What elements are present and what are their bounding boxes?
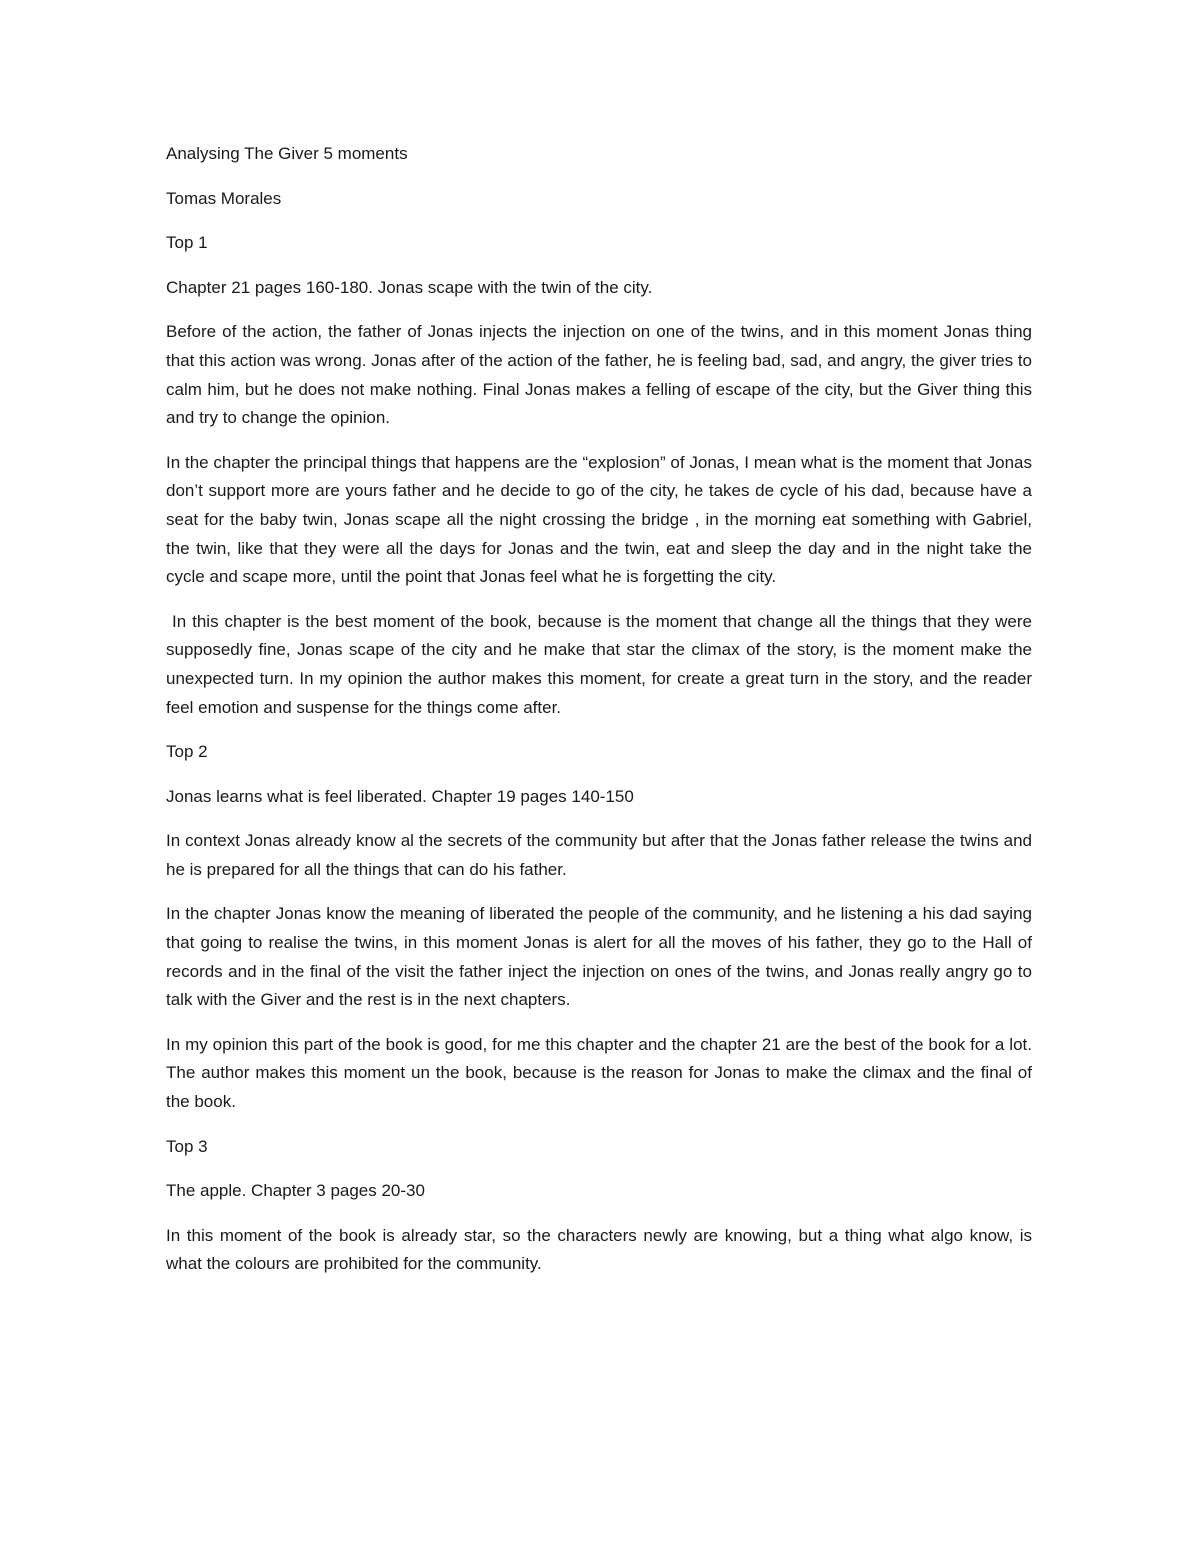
section-heading: Top 3 [166,1136,208,1156]
paragraph: In my opinion this part of the book is good, for me this chapter and the chapter 21 are the best of the book for a lot. The author makes this moment un the book, because is the reason for Jonas to make the climax and the final of the book. [166,1034,1032,1112]
document-author: Tomas Morales [166,188,282,208]
paragraph: In the chapter Jonas know the meaning of liberated the people of the community, and he listening a his dad saying that going to realise the twins, in this moment Jonas is alert for all the moves of his father, they go to the Hall of records and in the final of the visit the father inject the injection on ones of the twins, and Jonas really angry go to talk with the Giver and the rest is in the next chapters. [166,904,1032,1010]
section-subtitle: The apple. Chapter 3 pages 20-30 [166,1181,425,1201]
document-page [166,140,1032,1295]
section-heading: Top 2 [166,742,208,762]
document-title: Analysing The Giver 5 moments [166,144,408,163]
section-subtitle: Chapter 21 pages 160-180. Jonas scape with the twin of the city. [166,277,653,297]
section-subtitle: Jonas learns what is feel liberated. Chapter 19 pages 140-150 [166,786,634,806]
section-heading: Top 1 [166,233,208,253]
paragraph: Before of the action, the father of Jonas injects the injection on one of the twins, and in this moment Jonas thing that this action was wrong. Jonas after of the action of the father, he is feeling bad, sad, and angry, the giver tries to calm him, but he does not make nothing. Final Jonas makes a felling of escape of the city, but the Giver thing this and try to change the opinion. [166,322,1032,428]
paragraph: In the chapter the principal things that happens are the “explosion” of Jonas, I mean what is the moment that Jonas don’t support more are yours father and he decide to go of the city, he takes de cycle of his dad, because have a seat for the baby twin, Jonas scape all the night crossing the bridge , in the morning eat something with Gabriel, the twin, like that they were all the days for Jonas and the twin, eat and sleep the day and in the night take the cycle and scape more, until the point that Jonas feel what he is forgetting the city. [166,452,1032,587]
paragraph: In this moment of the book is already star, so the characters newly are knowing, but a thing what algo know, is what the colours are prohibited for the community. [166,1225,1032,1274]
paragraph: In this chapter is the best moment of the book, because is the moment that change all the things that they were supposedly fine, Jonas scape of the city and he make that star the climax of the story, is the moment make the unexpected turn. In my opinion the author makes this moment, for create a great turn in the story, and the reader feel emotion and suspense for the things come after. [166,611,1032,717]
paragraph: In context Jonas already know al the secrets of the community but after that the Jonas father release the twins and he is prepared for all the things that can do his father. [166,831,1032,879]
